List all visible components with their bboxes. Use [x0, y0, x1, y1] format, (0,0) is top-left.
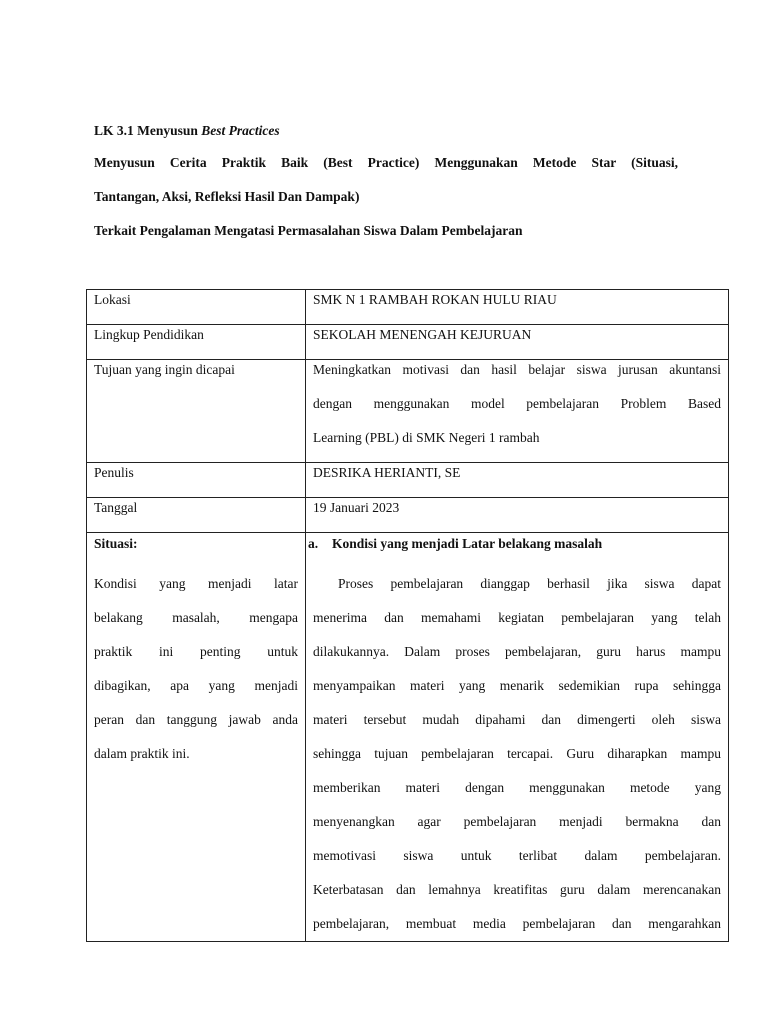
label-cell	[87, 533, 306, 942]
value-cell	[306, 290, 729, 325]
subtitle-line-1: Menyusun Cerita Praktik Baik (Best Practice) Menggunakan Metode Star (Situasi,	[94, 155, 678, 170]
lingkup-value: SEKOLAH MENENGAH KEJURUAN	[313, 327, 532, 342]
text-line: Learning (PBL) di SMK Negeri 1 rambah	[313, 430, 540, 445]
subheading-text: Kondisi yang menjadi Latar belakang masalah	[332, 536, 603, 551]
situasi-body	[308, 567, 721, 941]
text-line: belakang masalah, mengapa	[94, 610, 298, 625]
text-line: dilakukannya. Dalam proses pembelajaran, guru harus mampu	[313, 644, 721, 659]
penulis-label: Penulis	[94, 465, 134, 480]
list-marker: a.	[308, 536, 319, 551]
title-italic: Best Practices	[201, 123, 280, 138]
tujuan-label: Tujuan yang ingin dicapai	[94, 362, 235, 377]
table-row-penulis	[87, 463, 729, 498]
label-cell	[87, 463, 306, 498]
value-cell	[306, 360, 729, 463]
situasi-label: Situasi:	[94, 536, 138, 551]
value-cell	[306, 498, 729, 533]
text-line: dalam praktik ini.	[94, 746, 190, 761]
title-prefix: LK 3.1 Menyusun	[94, 123, 202, 138]
value-cell	[306, 463, 729, 498]
text-line: peran dan tanggung jawab anda	[94, 712, 298, 727]
value-cell	[306, 533, 729, 942]
text-line: menyampaikan materi yang menarik sedemikian rupa sehingga	[313, 678, 721, 693]
text-line: menyenangkan agar pembelajaran menjadi bermakna dan	[313, 814, 721, 829]
text-line: Proses pembelajaran dianggap berhasil jika siswa dapat	[338, 576, 721, 591]
text-line: pembelajaran, membuat media pembelajaran dan mengarahkan	[313, 916, 721, 931]
text-line: sehingga tujuan pembelajaran tercapai. Guru diharapkan mampu	[313, 746, 721, 761]
tujuan-text	[313, 353, 721, 455]
text-line: Meningkatkan motivasi dan hasil belajar siswa jurusan akuntansi	[313, 362, 721, 377]
label-cell	[87, 290, 306, 325]
tanggal-value: 19 Januari 2023	[313, 500, 400, 515]
text-line: dengan menggunakan model pembelajaran Problem Based	[313, 396, 721, 411]
text-line: memberikan materi dengan menggunakan metode yang	[313, 780, 721, 795]
worksheet-title	[94, 122, 678, 140]
text-line: dibagikan, apa yang menjadi	[94, 678, 298, 693]
table-row-lokasi	[87, 290, 729, 325]
subtitle-line-2: Tantangan, Aksi, Refleksi Hasil Dan Dampak)	[94, 189, 360, 204]
tanggal-label: Tanggal	[94, 500, 138, 515]
label-cell	[87, 325, 306, 360]
text-line: memotivasi siswa untuk terlibat dalam pembelajaran.	[313, 848, 721, 863]
lokasi-label: Lokasi	[94, 292, 131, 307]
text-line: materi tersebut mudah dipahami dan dimengerti oleh siswa	[313, 712, 721, 727]
best-practice-table	[86, 289, 729, 942]
situasi-subheading	[308, 533, 721, 567]
situasi-description	[94, 567, 298, 771]
table-row-situasi	[87, 533, 729, 942]
table-row-tanggal	[87, 498, 729, 533]
label-cell	[87, 498, 306, 533]
subtitle-line-3: Terkait Pengalaman Mengatasi Permasalahan Siswa Dalam Pembelajaran	[94, 223, 523, 238]
lokasi-value: SMK N 1 RAMBAH ROKAN HULU RIAU	[313, 292, 557, 307]
penulis-value: DESRIKA HERIANTI, SE	[313, 465, 461, 480]
text-line: Kondisi yang menjadi latar	[94, 576, 298, 591]
text-line: Keterbatasan dan lemahnya kreatifitas guru dalam merencanakan	[313, 882, 721, 897]
label-cell	[87, 360, 306, 463]
text-line: menerima dan memahami kegiatan pembelajaran yang telah	[313, 610, 721, 625]
lingkup-label: Lingkup Pendidikan	[94, 327, 204, 342]
table-row-tujuan	[87, 360, 729, 463]
text-line: praktik ini penting untuk	[94, 644, 298, 659]
